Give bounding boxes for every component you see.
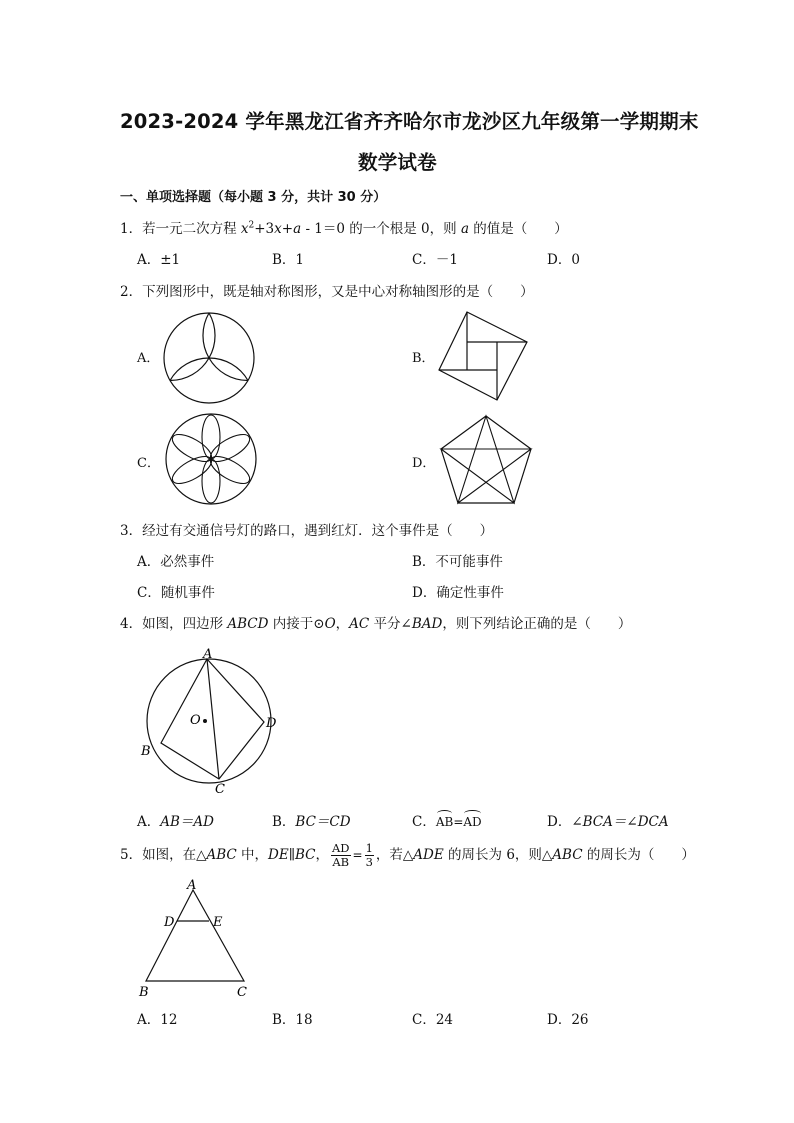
equation-part: + (281, 221, 294, 237)
option-expr: ∠BCA＝∠DCA (571, 814, 669, 830)
q2-figure-d-pentagram-in-pentagon[interactable] (438, 414, 534, 506)
math-var: ABC (552, 847, 583, 863)
question-text: 的周长为 6，则△ (443, 847, 553, 863)
fraction-numerator: 1 (365, 841, 373, 855)
fraction-denominator: 3 (365, 855, 373, 869)
math-var: ABCD (227, 616, 269, 632)
question-number: 4． (120, 616, 143, 632)
equation-part: +3 (254, 221, 275, 237)
equation-var: x (240, 221, 249, 237)
question-text: 的值是（ ） (469, 221, 568, 237)
q3-option-b[interactable]: B．不可能事件 (412, 554, 503, 570)
q4-figure-inscribed-quadrilateral (138, 645, 288, 795)
q1-option-a[interactable]: A．±1 (137, 252, 181, 268)
fraction-ad-ab (331, 842, 351, 869)
option-prefix: B． (272, 814, 296, 830)
page-title-line2: 数学试卷 (358, 151, 437, 174)
q5-label-e: E (213, 915, 223, 930)
q4-option-b[interactable] (272, 810, 351, 830)
question-text: 下列图形中，既是轴对称图形，又是中心对称轴图形的是（ ） (142, 284, 534, 300)
q4-label-d: D (266, 716, 277, 731)
math-var: ABC (206, 847, 237, 863)
question-text: 内接于⊙ (268, 616, 325, 632)
fraction-one-third (365, 842, 374, 869)
q5-label-c: C (237, 985, 247, 1000)
math-var: BC (294, 847, 316, 863)
question-text: 若一元二次方程 (142, 221, 241, 237)
page-title-line1: 2023-2024 学年黑龙江省齐齐哈尔市龙沙区九年级第一学期期末 (120, 110, 699, 133)
equation-var: a (460, 221, 470, 237)
q4-label-o: O (190, 713, 201, 728)
q4-option-d[interactable] (547, 810, 669, 830)
option-prefix: C． (412, 814, 436, 830)
question-2 (120, 280, 534, 300)
q5-option-b[interactable]: B．18 (272, 1012, 313, 1028)
q4-label-b: B (141, 744, 151, 759)
question-number: 5． (120, 847, 143, 863)
q5-label-a: A (187, 878, 197, 893)
question-text: 如图，在△ (142, 847, 207, 863)
q5-option-c[interactable]: C．24 (412, 1012, 454, 1028)
arc-ad: AD (463, 812, 481, 829)
option-expr: AB＝AD (160, 814, 214, 830)
equation-exponent: 2 (248, 220, 255, 231)
question-number: 1． (120, 221, 143, 237)
question-4 (120, 612, 631, 632)
question-1 (120, 217, 568, 237)
q4-option-c[interactable] (412, 810, 482, 830)
q5-label-b: B (139, 985, 149, 1000)
math-var: AC (349, 616, 370, 632)
equation-var: a (293, 221, 302, 237)
equation-var: x (274, 221, 282, 237)
question-text: ， (315, 847, 329, 863)
q4-option-a[interactable] (137, 810, 214, 830)
arc-ab: AB (436, 812, 453, 829)
q2-option-c-label[interactable]: C． (137, 456, 160, 471)
question-text: 经过有交通信号灯的路口，遇到红灯．这个事件是（ ） (142, 523, 494, 539)
question-number: 2． (120, 284, 143, 300)
q2-option-d-label[interactable]: D． (412, 456, 436, 471)
math-var: ADE (413, 847, 444, 863)
question-number: 3． (120, 523, 143, 539)
option-prefix: A． (137, 814, 161, 830)
q2-figure-a-three-arcs[interactable] (159, 308, 259, 408)
equals-sign: = (453, 815, 464, 829)
question-text: - 1＝0 的一个根是 0，则 (301, 221, 461, 237)
math-var: BAD (411, 616, 443, 632)
math-var: O (324, 616, 336, 632)
q3-option-a[interactable]: A．必然事件 (137, 554, 215, 570)
question-text: 平分∠ (369, 616, 412, 632)
q4-label-c: C (215, 782, 225, 797)
q2-option-b-label[interactable]: B． (412, 351, 435, 366)
q3-option-d[interactable]: D．确定性事件 (412, 585, 504, 601)
fraction-denominator: AB (332, 855, 350, 869)
q5-figure-triangle-with-parallel (136, 877, 256, 999)
q2-option-a-label[interactable]: A． (137, 351, 160, 366)
question-text: ，则下列结论正确的是（ ） (442, 616, 632, 632)
option-prefix: D． (547, 814, 572, 830)
q5-option-a[interactable]: A．12 (137, 1012, 178, 1028)
question-text: 的周长为（ ） (582, 847, 695, 863)
option-expr: BC＝CD (295, 814, 351, 830)
q2-figure-c-six-petal-flower[interactable] (164, 412, 258, 506)
q3-option-c[interactable]: C．随机事件 (137, 585, 215, 601)
q2-figure-b-pinwheel-square[interactable] (437, 310, 529, 402)
question-text: 如图，四边形 (142, 616, 228, 632)
q5-label-d: D (164, 915, 175, 930)
equals-sign: = (352, 848, 363, 862)
question-3 (120, 519, 493, 539)
q5-option-d[interactable]: D．26 (547, 1012, 589, 1028)
fraction-numerator: AD (331, 841, 350, 855)
question-5 (120, 842, 695, 869)
q1-option-c[interactable]: C．－1 (412, 252, 458, 268)
q4-label-a: A (203, 647, 213, 662)
math-var: DE (268, 847, 289, 863)
question-text: ， (335, 616, 350, 632)
question-text: 中， (236, 847, 269, 863)
q1-option-d[interactable]: D．0 (547, 252, 580, 268)
question-text: ，若△ (375, 847, 414, 863)
section-heading: 一、单项选择题（每小题 3 分，共计 30 分） (120, 190, 387, 205)
question-text: ∥ (288, 847, 295, 863)
q1-option-b[interactable]: B．1 (272, 252, 305, 268)
